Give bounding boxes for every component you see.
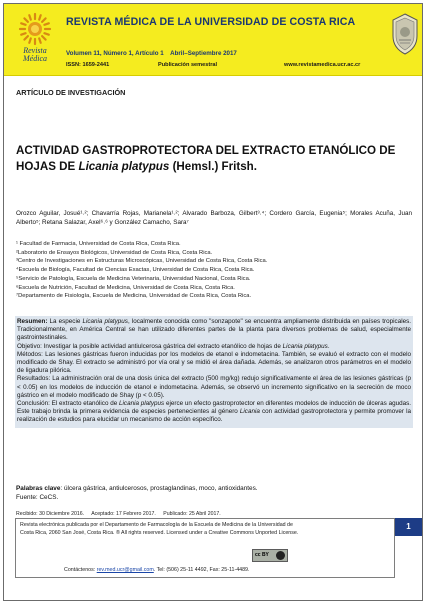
cc-person-icon bbox=[276, 551, 285, 560]
cc-badge-label: cc BY bbox=[255, 552, 269, 558]
logo-text-line2: Médica bbox=[23, 54, 47, 63]
volume-info: Volumen 11, Número 1, Artículo 1 bbox=[66, 50, 164, 57]
keywords-block bbox=[16, 485, 412, 502]
journal-header bbox=[4, 4, 422, 76]
title-part2: (Hemsl.) Fritsh. bbox=[169, 159, 257, 173]
issn-line bbox=[66, 62, 386, 68]
contact-phone: . Tel: (506) 25-11 4492, Fax: 25-11-4489. bbox=[153, 567, 250, 573]
abstract-objetivo bbox=[17, 343, 411, 351]
affiliation-item: ³Centro de Investigaciones en Estructuras Microscópicas, Universidad de Costa Rica, Costa Rica. bbox=[16, 258, 268, 265]
resumen-species: Licania platypus bbox=[82, 318, 128, 325]
conclusion-text: ejerce un efecto gastroprotector en diferentes modelos de inducción de úlceras agudas. Este trabajo brinda la primera evidencia de especies pertenecientes al género bbox=[17, 400, 411, 416]
affiliation-item: ⁵Servicio de Patología, Escuela de Medicina Veterinaria, Universidad Nacional, Costa Rica. bbox=[16, 275, 251, 282]
conclusion-text: con actividad gastroprotectora y permite promover la realización de estudios para elucidar un mecanismo de acción específico. bbox=[17, 408, 411, 424]
volume-line bbox=[66, 50, 242, 57]
objetivo-text: Objetivo: Investigar la posible actividad antiulcerosa gástrica del extracto etanólico de hojas de bbox=[17, 342, 283, 350]
resumen-text: , localmente conocida como "sonzapote" se encuentra ampliamente distribuida en países tropicales. Tradicionalmente, en América Central se han utilizado diferentes partes de la planta para diversos problemas de salud, especialmente gastrointestinales. bbox=[17, 318, 411, 342]
date-published: Publicado: 25 Abril 2017. bbox=[163, 511, 221, 517]
section-label: ARTÍCULO DE INVESTIGACIÓN bbox=[16, 88, 126, 97]
contact-label: Contáctenos: bbox=[64, 567, 97, 573]
objetivo-text: . bbox=[327, 342, 330, 350]
resumen-label: Resumen: bbox=[17, 318, 48, 325]
abstract-box bbox=[15, 316, 413, 428]
abstract-metodos: Métodos: Las lesiones gástricas fueron inducidas por los modelos de etanol e indometacina. También, se evaluó el extracto con el modelo modificado de Shay. El extracto se administró por vía oral y se midió el área dañada. Además, se analizaron otros parámetros en el modelo de ligadura pilórica. bbox=[17, 350, 411, 375]
footer-line2: Costa Rica, 2060 San José, Costa Rica. ® All rights reserved. Licensed under a Creative Commons Unported License. bbox=[20, 529, 299, 536]
affiliation-item: ⁷Departamento de Fisiología, Escuela de Medicina, Universidad de Costa Rica, Costa Rica. bbox=[16, 293, 252, 300]
issn: ISSN: 1659-2441 bbox=[66, 62, 110, 68]
publication-dates bbox=[16, 511, 227, 517]
affiliation-item: ¹ Facultad de Farmacia, Universidad de Costa Rica, Costa Rica. bbox=[16, 241, 181, 247]
affiliation-item: ²Laboratorio de Ensayos Biológicos, Universidad de Costa Rica, Costa Rica. bbox=[16, 249, 213, 256]
title-part1: ACTIVIDAD GASTROPROTECTORA DEL EXTRACTO ETANÓLICO DE HOJAS DE bbox=[16, 144, 396, 173]
conclusion-species: Licania platypus bbox=[119, 400, 165, 408]
title-species: Licania platypus bbox=[78, 159, 170, 173]
footer-line1: Revista electrónica publicada por el Departamento de Farmacología de la Escuela de Medicina de la Universidad de bbox=[20, 522, 293, 528]
logo-wordmark bbox=[10, 47, 60, 63]
keywords-line bbox=[16, 485, 412, 494]
keywords-text: : úlcera gástrica, antiulcerosos, prostaglandinas, moco, antioxidantes. bbox=[60, 485, 258, 492]
affiliation-item: ⁴Escuela de Biología, Facultad de Ciencias Exactas, Universidad de Costa Rica, Costa Rica. bbox=[16, 267, 255, 274]
publication-frequency: Publicación semestral bbox=[158, 62, 218, 68]
journal-title: REVISTA MÉDICA DE LA UNIVERSIDAD DE COSTA RICA bbox=[66, 16, 356, 28]
sun-logo-icon bbox=[18, 12, 52, 46]
university-seal-icon bbox=[390, 12, 420, 56]
abstract-resumen bbox=[17, 318, 411, 343]
date-received: Recibido: 30 Diciembre 2016. bbox=[16, 511, 85, 517]
affiliation-list bbox=[16, 240, 412, 301]
footer-license-box bbox=[15, 518, 395, 578]
conclusion-genus: Licania bbox=[239, 408, 260, 416]
journal-logo bbox=[10, 12, 60, 70]
author-list: Orozco Aguilar, Josué¹˒²; Chavarría Rojas, Marianela¹˒²; Alvarado Barboza, Gilbert³˒⁴; Cordero García, Eugenia⁵; Morales Acuña, Juan Alberto⁵; Retana Salazar, Axel⁶˒⁶ y González Camacho, Sara⁷ bbox=[16, 210, 412, 227]
logo-text-line1: Revista bbox=[23, 46, 47, 55]
conclusion-text: Conclusión: El extracto etanólico de bbox=[17, 400, 120, 408]
journal-website-link[interactable]: www.revistamedica.ucr.ac.cr bbox=[284, 62, 361, 68]
keywords-label: Palabras clave bbox=[16, 485, 61, 492]
abstract-resultados: Resultados: La administración oral de una dosis única del extracto (500 mg/kg) redujo significativamente el área de las lesiones gástricas (p < 0.05) en los modelos de inducción de etanol e indometacina. Además, se observó un incremento significativo en la secreción de moco gástrico en el modelo modificado de Shay (p < 0.05). bbox=[17, 375, 411, 399]
abstract-conclusion bbox=[17, 400, 411, 425]
contact-line bbox=[64, 567, 249, 575]
creative-commons-badge[interactable] bbox=[252, 549, 288, 562]
contact-email-link[interactable]: rev.med.ucr@gmail.com bbox=[96, 567, 154, 573]
period-info: Abril–Septiembre 2017 bbox=[170, 50, 237, 57]
resumen-text: La especie bbox=[47, 318, 83, 325]
date-accepted: Aceptado: 17 Febrero 2017. bbox=[91, 511, 156, 517]
affiliation-item: ⁶Escuela de Nutrición, Facultad de Medicina, Universidad de Costa Rica, Costa Rica. bbox=[16, 284, 235, 291]
objetivo-species: Licania platypus bbox=[282, 342, 328, 350]
keywords-source: Fuente: CeCS. bbox=[16, 493, 59, 501]
page-number: 1 bbox=[395, 518, 422, 536]
article-page bbox=[3, 3, 423, 601]
article-title bbox=[16, 143, 411, 174]
